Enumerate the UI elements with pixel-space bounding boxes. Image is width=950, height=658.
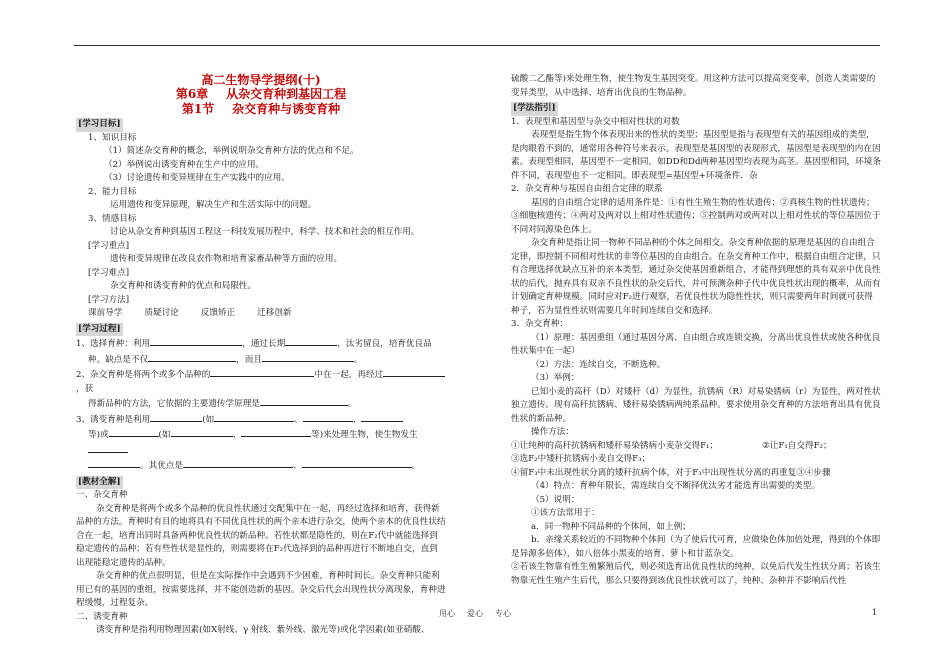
- method-heading: [学习方法]: [88, 294, 130, 305]
- fill-blank[interactable]: [241, 427, 311, 437]
- emotion-heading: 3、情感目标: [88, 213, 137, 224]
- fill-blank[interactable]: [383, 367, 445, 377]
- question-1: 1、选择育种：利用 ，通过长期 ，汰劣留良，培育优良品: [76, 336, 446, 352]
- example-text: 已知小麦的高秆（D）对矮秆（d）为显性，抗锈病（R）对易染锈病（r）为显性，两对性状独立遗传。现有高秆抗锈病、矮秆易染锈病两纯系品种。要求使用杂交育种的方法培育出具有优良性状的新品种。: [511, 386, 881, 424]
- left-column: [76, 73, 446, 638]
- header-rule: [74, 45, 880, 46]
- fill-blank[interactable]: [210, 367, 314, 377]
- method-list: 课前导学 质疑讨论 反馈矫正 迁移创新: [88, 308, 292, 319]
- note-subitem: b．亲缘关系较近的不同物种个体间（为了使后代可育，应做染色体加倍处理，得到的个体即是异源多倍体），如八倍体小黑麦的培育、萝卜和甘蓝杂交。: [511, 535, 881, 559]
- note-subitem: a．同一物种不同品种的个体间，如上例；: [531, 521, 691, 532]
- guide-item-1: 1．表现型和基因型与杂交中相对性状的对数: [511, 116, 680, 127]
- emotion-text: 讨论从杂交育种到基因工程这一科技发展历程中，科学、技术和社会的相互作用。: [110, 227, 420, 238]
- knowledge-heading: 1、知识目标: [88, 132, 137, 143]
- question-3: 3、诱变育种是利用 (如 、 、: [76, 412, 446, 428]
- fill-blank[interactable]: [183, 458, 293, 468]
- guide-paragraph: 基因的自由组合定律的适用条件是：①有性生殖生物的性状遗传；②真核生物的性状遗传；③细胞核遗传；④两对及两对以上相对性状遗传；⑤控制两对或两对以上相对性状的等位基因位于不同对同源染色体上。: [511, 197, 881, 235]
- guide-subitem: （5）说明：: [531, 494, 580, 505]
- fill-blank[interactable]: [150, 412, 202, 422]
- fill-blank[interactable]: [285, 336, 337, 346]
- ability-text: 运用遗传和变异原理，解决生产和生活实际中的问题。: [110, 200, 317, 211]
- guide-paragraph: 杂交育种是指让同一物种不同品种的个体之间相交。杂交育种依据的原理是基因的自由组合定律，即控制不同相对性状的非等位基因的自由组合。在杂交育种工作中，根据自由组合定律，只有合理选择优缺点互补的亲本类型，通过杂交使基因重新组合，才能得到理想的具有双亲中优良性状的后代，抛弃具有双亲不良性状的杂交后代，并可预测杂种子代中优良性状出现的概率，从而有计划确定育种规模。同时应对F₂进行观察，若优良性状为隐性性状，则只需要两年时间就可获得种子，若为显性性状则需要几年时间连续自交和选择。: [511, 238, 881, 316]
- guide-subitem: （4）特点：育种年限长，需连续自交不断择优汰劣才能选育出需要的类型。: [531, 481, 821, 491]
- guide-subitem: （1）原理：基因重组（通过基因分离、自由组合或连锁交换，分离出优良性状或使各种优良性状集中在一起）: [511, 332, 881, 356]
- knowledge-item: （2）举例说出诱变育种在生产中的应用。: [104, 159, 265, 170]
- fill-blank[interactable]: [148, 352, 236, 362]
- fill-blank[interactable]: [88, 458, 140, 468]
- knowledge-item: （3）讨论遗传和变异规律在生产实践中的应用。: [104, 173, 290, 184]
- guide-subitem: （3）举例：: [531, 373, 580, 383]
- guide-paragraph: 表现型是指生物个体表现出来的性状的类型；基因型是指与表现型有关的基因组成的类型，是肉眼看不到的，通常用各种符号来表示。表现型是基因型的表现形式，基因型是表现型的内在因素。表现型相同，基因型不一定相同，如DD和Dd两种基因型均表现为高茎。基因型相同，环境条件不同，表现型也不一定相同。即表现型=基因型+环境条件．杂: [511, 130, 881, 181]
- key-heading: [学习重点]: [88, 240, 130, 251]
- process-heading: [学习过程]: [76, 323, 123, 337]
- guide-heading: [学法指引]: [511, 102, 558, 116]
- question-3-cont2: 。其优点是 、 。: [76, 458, 446, 474]
- question-3-cont: 等)或 (如 、 等)来处理生物，使生物发生: [76, 427, 446, 458]
- question-1-cont: 种。缺点是不仅 ，而且 。: [76, 352, 446, 368]
- note-item: ②若该生物靠有性生殖繁殖后代，则必须选育出优良性状的纯种，以免后代发生性状分离；若该生物靠无性生殖产生后代，那么只要得到该优良性状就可以了，纯种、杂种并不影响后代性: [511, 562, 881, 586]
- fill-blank[interactable]: [171, 427, 233, 437]
- fill-blank[interactable]: [260, 396, 348, 406]
- material-paragraph: 杂交育种的优点很明显，但是在实际操作中会遇到不少困难，育种时间长。杂交育种只能利用已有的基因的重组，按需要选择，并不能创造新的基因。杂交后代会出现性状分离现象，育种进程缓慢，过程复杂。: [76, 571, 446, 609]
- continued-text: 硫酸二乙酯等)来处理生物，使生物发生基因突变。用这种方法可以提高突变率，创造人类需要的变异类型，从中选择、培育出优良的生物品种。: [511, 74, 876, 98]
- note-item: ①该方法常用于：: [531, 508, 600, 518]
- step-line: ③选F₂中矮秆抗锈病小麦自交得F₃；: [511, 454, 651, 464]
- material-paragraph: 诱变育种是指利用物理因素(如X射线、γ 射线、紫外线、激光等)或化学因素(如亚硝酸、: [96, 625, 430, 636]
- steps-heading: 操作方法：: [531, 427, 574, 437]
- material-paragraph: 杂交育种是将两个或多个品种的优良性状通过交配集中在一起，再经过选择和培育，获得新品种的方法。育种时有目的地将具有不同优良性状的两个亲本进行杂交，使两个亲本的优良性状结合在一起，培育出同时具备两种优良性状的新品种。若性状都是隐性的，则在F₂代中就能选择到稳定遗传的品种；若有些性状是显性的，则需要将在F₂代选择到的品种再进行不断地自交，直到出现能稳定遗传的品种。: [76, 503, 446, 568]
- fill-blank[interactable]: [361, 412, 403, 422]
- page-number: 1: [872, 608, 878, 617]
- goals-heading: [学习目标]: [76, 118, 123, 132]
- step-line: ④留F₃中未出现性状分离的矮秆抗病个体，对于F₃中出现性状分离的再重复③④步骤: [511, 467, 831, 478]
- key-text: 遗传和变异规律在改良农作物和培育家畜品种等方面的应用。: [110, 254, 343, 265]
- difficulty-text: 杂交育种和诱变育种的优点和局限性。: [110, 281, 257, 292]
- knowledge-item: （1）简述杂交育种的概念，举例说明杂交育种方法的优点和不足。: [104, 146, 359, 157]
- material-section-2: 二、诱变育种: [76, 611, 128, 622]
- guide-item-2: 2．杂交育种与基因自由组合定律的联系: [511, 184, 663, 194]
- question-2: 2、杂交育种是将两个或多个品种的 中在一起，再经过，获: [76, 367, 446, 396]
- step-line: ①让纯种的高秆抗锈病和矮秆易染锈病小麦杂交得F₁； ②让F₁自交得F₂；: [511, 440, 832, 451]
- material-heading: [教材全解]: [76, 476, 123, 490]
- ability-heading: 2、能力目标: [88, 186, 137, 197]
- fill-blank[interactable]: [214, 412, 294, 422]
- chapter-title: 第6章 从杂交育种到基因工程: [175, 87, 347, 102]
- guide-subitem: （2）方法：连续自交，不断选种。: [531, 359, 666, 370]
- material-section-1: 一、杂交育种: [76, 490, 128, 501]
- fill-blank[interactable]: [109, 427, 159, 437]
- question-2-cont: 得新品种的方法，它依据的主要遗传学原理是 。: [76, 396, 446, 412]
- fill-blank[interactable]: [88, 443, 128, 453]
- fill-blank[interactable]: [262, 352, 354, 362]
- right-column: [511, 73, 881, 588]
- page-footer: 用心 爱心 专心: [439, 609, 511, 618]
- fill-blank[interactable]: [303, 412, 353, 422]
- difficulty-heading: [学习难点]: [88, 267, 130, 278]
- fill-blank[interactable]: [302, 458, 412, 468]
- fill-blank[interactable]: [150, 336, 242, 346]
- section-title: 第1节 杂交育种与诱变育种: [181, 101, 341, 116]
- doc-title: 高二生物导学提纲(十): [201, 73, 321, 87]
- guide-item-3: 3．杂交育种：: [511, 319, 569, 329]
